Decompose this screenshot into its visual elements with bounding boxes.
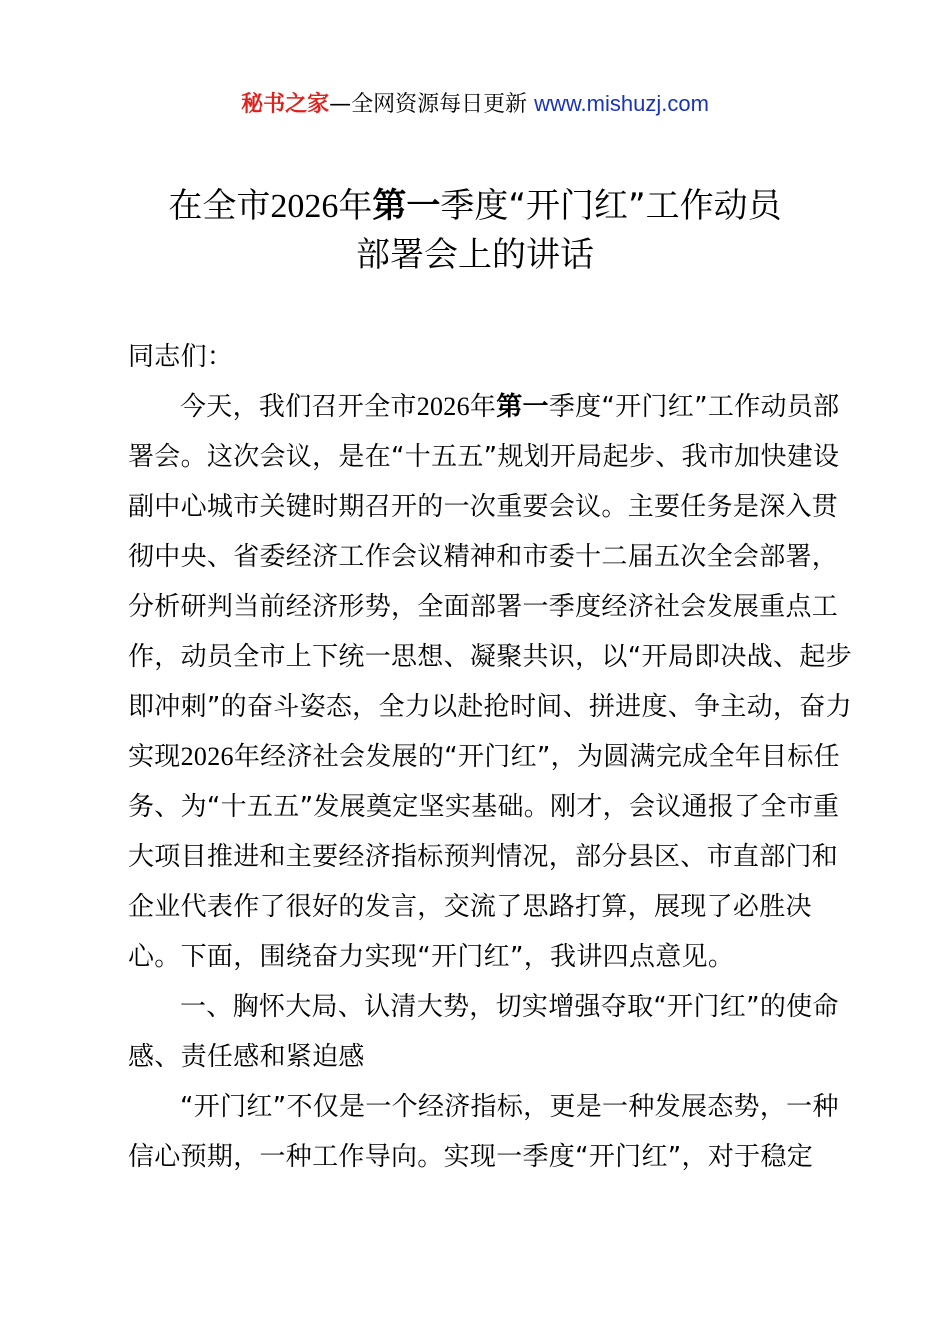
title-part-3: 季度“开门红”工作动员 bbox=[440, 186, 782, 226]
title-year: 2026 bbox=[270, 188, 339, 225]
p1-text-c: 季度“开门红”工作动员部署会。这次会议，是在“十五五”规划开局起步、我市加快建设副中心城市关键时期召开的一次重要会议。主要任务是深入贯彻中央、省委经济工作会议精神和市委十二届五次全会部署，分析研判当前经济形势，全面部署一季度经济社会发展重点工作，动员全市上下统一思想、凝聚共识，以“开局即决战、起步即冲刺”的奋斗姿态，全力以赴抢时间、拼进度、争主动，奋力实现 bbox=[128, 392, 852, 772]
p1-text-d: 年经济社会发展的“开门红”，为圆满完成全年目标任务、为“十五五”发展奠定坚实基础。刚才，会议通报了全市重大项目推进和主要经济指标预判情况，部分县区、市直部门和企业代表作了很好的发言，交流了思路打算，展现了必胜决心。下面，围绕奋力实现“开门红”，我讲四点意见。 bbox=[128, 742, 840, 972]
title-line-2: 部署会上的讲话 bbox=[356, 235, 594, 275]
title-part-2: 年 bbox=[338, 186, 373, 226]
title-part-1: 在全市 bbox=[168, 186, 271, 226]
p1-text-a: 今天，我们召开全市 bbox=[180, 392, 417, 422]
paragraph-1 bbox=[128, 382, 858, 982]
p1-year: 2026 bbox=[416, 392, 470, 421]
site-header bbox=[0, 88, 950, 121]
p1-bold: 第一 bbox=[496, 392, 549, 422]
p1-text-b: 年 bbox=[469, 392, 497, 422]
section-heading-1: 一、胸怀大局、认清大势，切实增强夺取“开门红”的使命感、责任感和紧迫感 bbox=[128, 992, 839, 1072]
brand-name: 秘书之家 bbox=[241, 92, 330, 117]
title-bold: 第一 bbox=[372, 186, 441, 226]
document-title bbox=[80, 182, 870, 279]
site-url[interactable]: www.mishuzj.com bbox=[534, 91, 709, 116]
salutation: 同志们： bbox=[128, 342, 234, 372]
document-body bbox=[128, 332, 858, 1182]
paragraph-2: “开门红”不仅是一个经济指标，更是一种发展态势，一种信心预期，一种工作导向。实现一季度“开门红”，对于稳定 bbox=[128, 1092, 839, 1172]
title-line-1 bbox=[80, 182, 870, 231]
header-tagline: —全网资源每日更新 bbox=[329, 92, 535, 117]
p1-year-2: 2026 bbox=[180, 742, 234, 771]
